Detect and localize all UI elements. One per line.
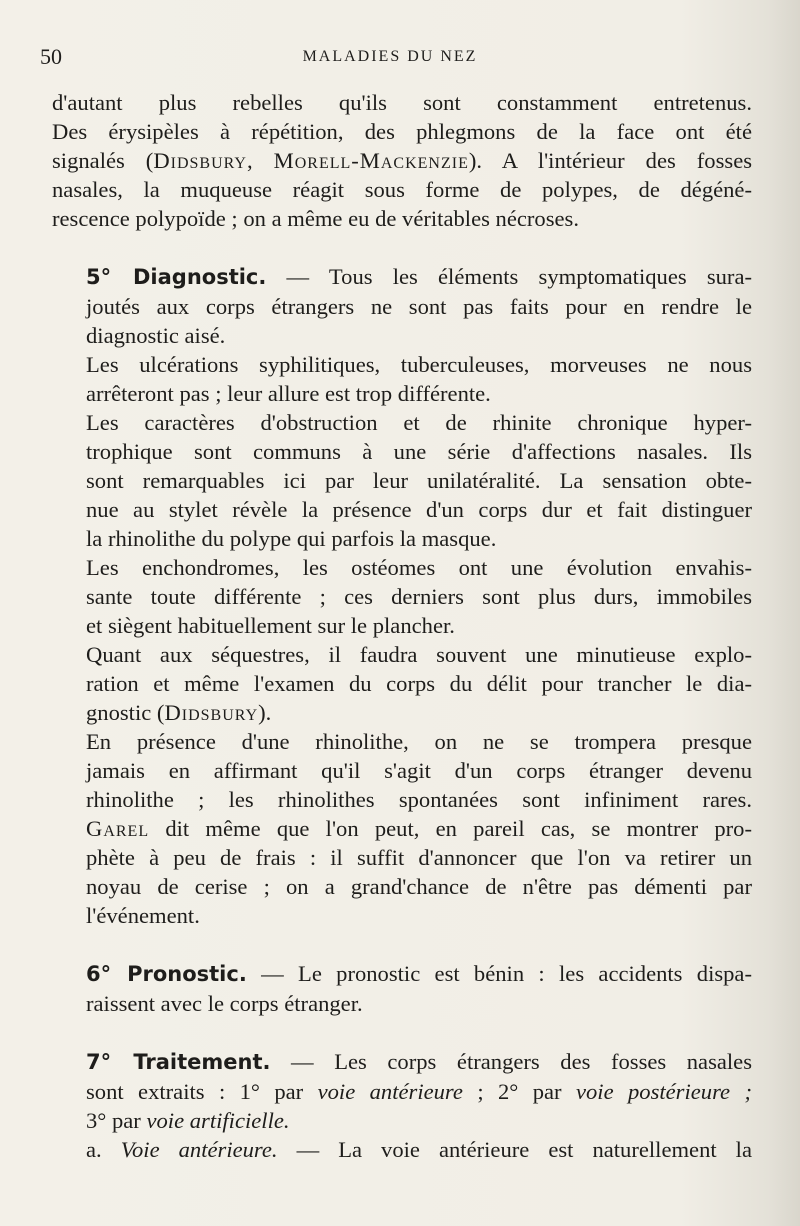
section-heading: 7° Traitement. [86,1050,271,1074]
text-line: la rhinolithe du polype qui parfois la masque. [86,526,497,551]
text-line: 3° par voie artificielle. [86,1108,290,1133]
text-line: et siègent habituellement sur le plancher. [86,613,455,638]
text-line: nue au stylet révèle la présence d'un corps dur et fait distinguer [86,497,752,522]
text-line: ration et même l'examen du corps du délit pour trancher le dia- [86,671,752,696]
text-line: Quant aux séquestres, il faudra souvent une minutieuse explo- [86,642,752,667]
body-text [52,88,752,1164]
text-line: rescence polypoïde ; on a même eu de véritables nécroses. [52,206,579,231]
text-line: d'autant plus rebelles qu'ils sont constamment entretenus. [52,90,752,115]
text-line: diagnostic aisé. [86,323,226,348]
text-line: sont remarquables ici par leur unilatéralité. La sensation obte- [86,468,752,493]
text-line: En présence d'une rhinolithe, on ne se trompera presque [86,729,752,754]
author-name: Didsbury [153,148,247,173]
text-line: sante toute différente ; ces derniers sont plus durs, immobiles [86,584,752,609]
text-line: trophique sont communs à une série d'affections nasales. Ils [86,439,752,464]
paragraph [52,640,752,727]
paragraph [52,408,752,553]
text-line: sont extraits : 1° par voie antérieure ; 2° par voie postérieure ; [86,1079,752,1104]
text-line: raissent avec le corps étranger. [86,991,363,1016]
text-line: l'événement. [86,903,200,928]
section-pronostic [52,959,752,1018]
running-title: MALADIES DU NEZ [302,48,478,65]
text-line: nasales, la muqueuse réagit sous forme de polypes, de dégéné- [52,177,752,202]
text-line: 6° Pronostic. — Le pronostic est bénin : les accidents dispa- [86,961,752,986]
author-name: Didsbury [164,700,259,725]
text-line: Les caractères d'obstruction et de rhinite chronique hyper- [86,410,752,435]
text-line: 7° Traitement. — Les corps étrangers des fosses nasales [86,1049,753,1074]
text-line: Les ulcérations syphilitiques, tuberculeuses, morveuses ne nous [86,352,752,377]
text-line: a. Voie antérieure. — La voie antérieure est naturellement la [86,1137,752,1162]
author-name: Morell-Mackenzie [273,148,469,173]
text-line: Des érysipèles à répétition, des phlegmons de la face ont été [52,119,752,144]
text-line: Les enchondromes, les ostéomes ont une évolution envahis- [86,555,752,580]
paragraph-continuation [52,88,752,233]
paragraph [52,553,752,640]
page-number: 50 [40,44,62,69]
text-line: Garel dit même que l'on peut, en pareil cas, se montrer pro- [86,816,752,841]
paragraph [52,1135,752,1164]
text-line: rhinolithe ; les rhinolithes spontanées sont infiniment rares. [86,787,752,812]
paragraph [52,350,752,408]
section-traitement [52,1047,752,1135]
page-header [40,44,740,74]
text-line: joutés aux corps étrangers ne sont pas faits pour en rendre le [86,294,752,319]
text-line: signalés (Didsbury, Morell-Mackenzie). A l'intérieur des fosses [52,148,753,173]
section-heading: 5° Diagnostic. [86,265,267,289]
text-line: phète à peu de frais : il suffit d'annoncer que l'on va retirer un [86,845,752,870]
text-line: gnostic (Didsbury). [86,700,272,725]
section-heading: 6° Pronostic. [86,962,247,986]
section-diagnostic [52,262,752,350]
text-line: 5° Diagnostic. — Tous les éléments symptomatiques sura- [86,264,752,289]
text-line: noyau de cerise ; on a grand'chance de n'être pas démenti par [86,874,752,899]
text-line: arrêteront pas ; leur allure est trop différente. [86,381,491,406]
paragraph [52,727,752,930]
text-line: jamais en affirmant qu'il s'agit d'un corps étranger devenu [86,758,752,783]
author-name: Garel [86,816,150,841]
